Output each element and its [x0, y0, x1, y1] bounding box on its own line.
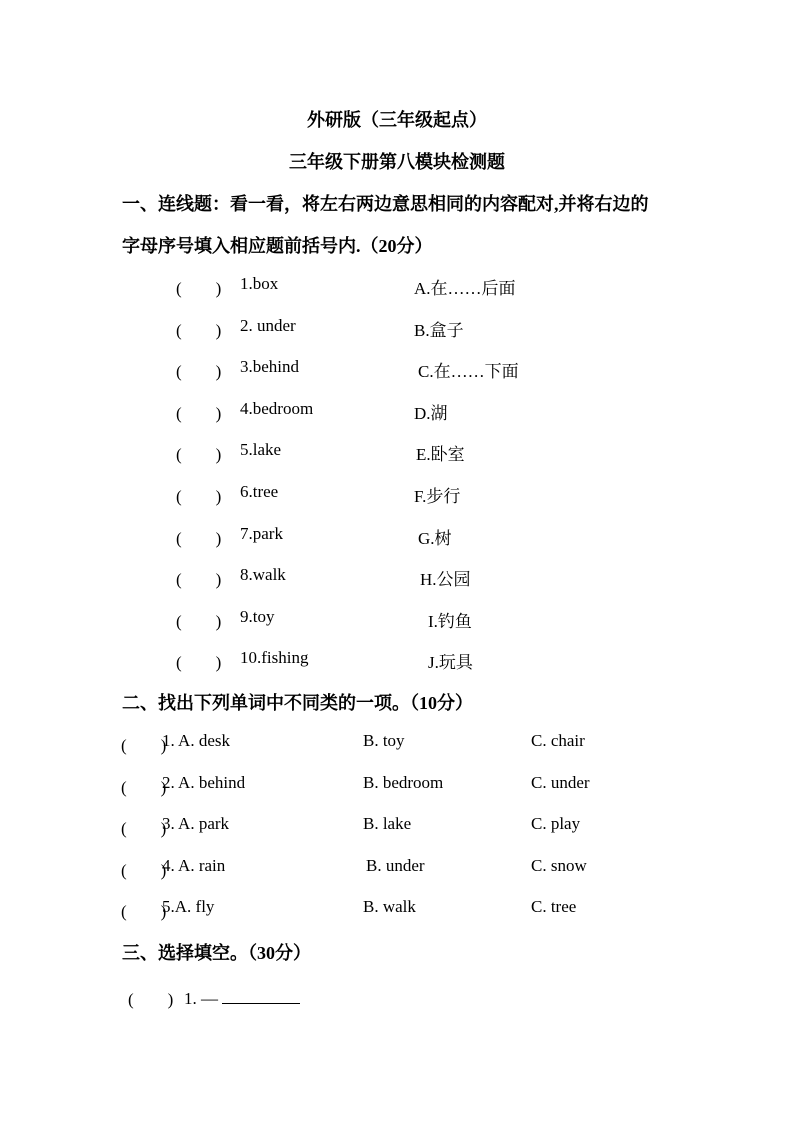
matching-item — [0, 357, 794, 381]
edition-title: 外研版（三年级起点） — [307, 110, 487, 130]
chinese-meaning: J.玩具 — [428, 653, 473, 673]
english-word: 1.box — [240, 274, 279, 293]
answer-bracket[interactable]: ( ) — [176, 445, 222, 465]
option-a: 2. A. behind — [162, 772, 246, 792]
chinese-meaning: B.盒子 — [414, 320, 464, 340]
option-c: C. under — [531, 772, 590, 792]
answer-bracket[interactable]: ( ) — [176, 362, 222, 382]
chinese-meaning: I.钓鱼 — [428, 611, 472, 631]
option-b: B. lake — [363, 814, 412, 834]
answer-bracket[interactable]: ( ) — [176, 403, 222, 423]
matching-item — [0, 274, 794, 298]
choice-question-row — [0, 985, 794, 1009]
matching-item — [0, 316, 794, 340]
chinese-meaning: E.卧室 — [416, 445, 465, 465]
option-c: C. play — [531, 814, 581, 834]
odd-one-out-item — [0, 897, 794, 921]
answer-bracket[interactable]: ( ) — [121, 819, 167, 839]
english-word: 5.lake — [240, 440, 282, 460]
answer-bracket[interactable]: ( ) — [176, 570, 222, 590]
odd-one-out-item — [0, 814, 794, 838]
odd-one-out-item — [0, 731, 794, 755]
english-word: 8.walk — [240, 565, 286, 585]
option-b: B. bedroom — [363, 772, 444, 792]
option-b: B. toy — [363, 731, 405, 750]
chinese-meaning: H.公园 — [420, 570, 471, 590]
option-c: C. snow — [531, 855, 587, 875]
section1-heading-line1: 一、连线题：看一看，将左右两边意思相同的内容配对,并将右边的 — [122, 194, 649, 214]
option-a: 1. A. desk — [162, 731, 230, 750]
worksheet-title: 三年级下册第八模块检测题 — [289, 152, 505, 172]
english-word: 7.park — [240, 523, 283, 543]
section2-heading: 二、找出下列单词中不同类的一项。（10分） — [122, 693, 473, 713]
option-b: B. under — [366, 855, 425, 875]
english-word: 3.behind — [240, 357, 300, 377]
answer-bracket[interactable]: ( ) — [176, 653, 222, 673]
answer-bracket[interactable]: ( ) — [121, 860, 167, 880]
answer-bracket[interactable]: ( ) — [176, 320, 222, 340]
option-c: C. chair — [531, 731, 585, 750]
answer-bracket[interactable]: ( ) — [176, 487, 222, 506]
matching-item — [0, 482, 794, 506]
answer-bracket[interactable]: ( ) — [176, 528, 222, 548]
option-a: 4. A. rain — [162, 855, 226, 875]
fill-blank[interactable] — [222, 985, 300, 1004]
matching-item — [0, 565, 794, 589]
question-text: 1. — — [184, 989, 218, 1008]
english-word: 9.toy — [240, 606, 275, 626]
chinese-meaning: D.湖 — [414, 403, 448, 423]
chinese-meaning: C.在……下面 — [418, 362, 519, 382]
chinese-meaning: G.树 — [418, 528, 452, 548]
answer-bracket[interactable]: ( ) — [121, 736, 167, 755]
matching-item — [0, 607, 794, 631]
matching-item — [0, 524, 794, 548]
odd-one-out-item — [0, 773, 794, 797]
matching-item — [0, 399, 794, 423]
option-a: 5.A. fly — [162, 897, 215, 917]
option-b: B. walk — [363, 897, 416, 917]
section1-heading-line2: 字母序号填入相应题前括号内.（20分） — [122, 236, 433, 256]
english-word: 4.bedroom — [240, 398, 314, 418]
chinese-meaning: F.步行 — [414, 487, 461, 506]
english-word: 10.fishing — [240, 648, 309, 668]
section3-heading: 三、选择填空。（30分） — [122, 943, 311, 963]
answer-bracket[interactable]: ( ) — [121, 777, 167, 797]
matching-item — [0, 440, 794, 464]
odd-one-out-item — [0, 856, 794, 880]
chinese-meaning: A.在……后面 — [414, 279, 516, 298]
option-a: 3. A. park — [162, 814, 230, 834]
answer-bracket[interactable]: ( ) — [176, 611, 222, 631]
matching-item — [0, 648, 794, 672]
answer-bracket[interactable]: ( ) — [121, 902, 167, 922]
english-word: 2. under — [240, 315, 296, 335]
answer-bracket[interactable]: ( ) — [128, 990, 174, 1009]
option-c: C. tree — [531, 897, 577, 917]
english-word: 6.tree — [240, 482, 279, 501]
answer-bracket[interactable]: ( ) — [176, 279, 222, 298]
